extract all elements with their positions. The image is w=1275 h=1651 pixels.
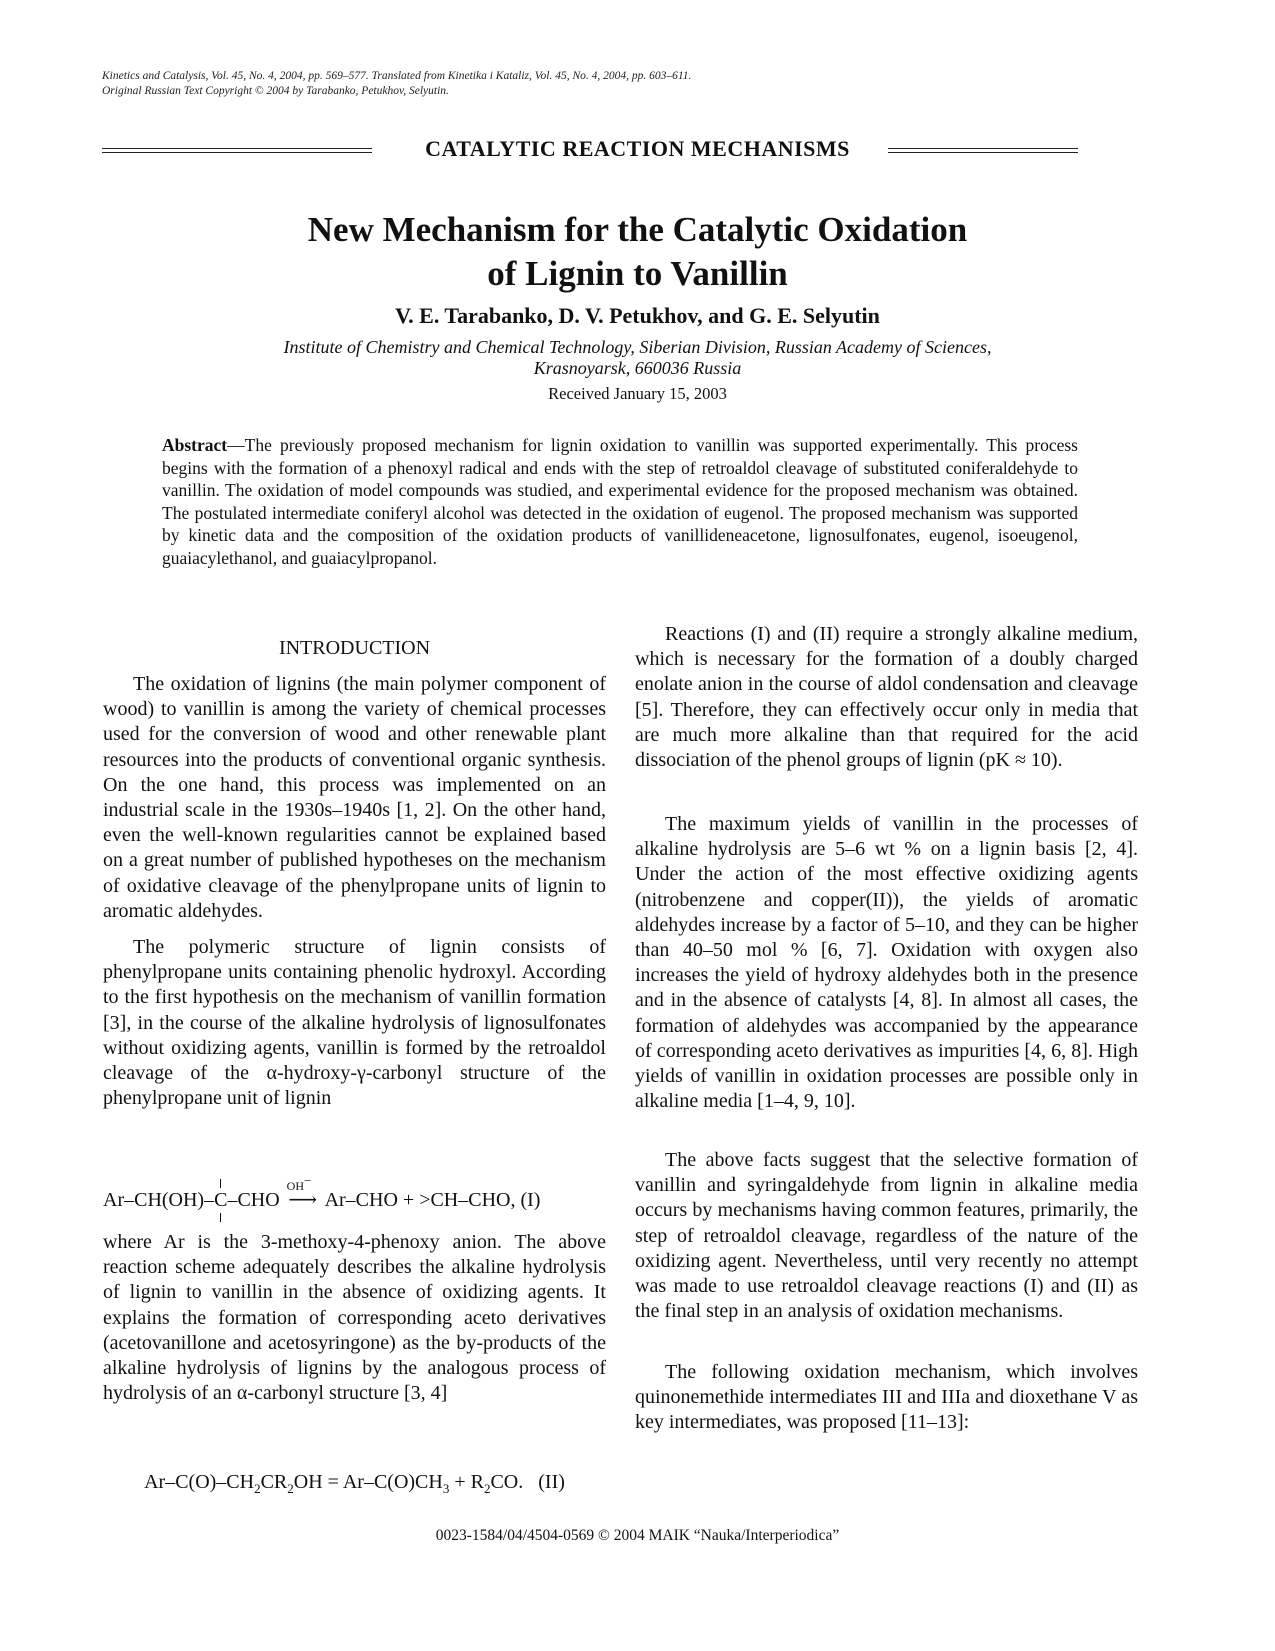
paragraph-text: The maximum yields of vanillin in the processes of alkaline hydrolysis are 5–6 wt % on a lignin basis [2, 4]. Under the action of the most effective oxidizing agents (nitrobenzene and copper(II)), the yields of aromatic aldehydes increase by a factor of 5–10, and they can be higher than 40–50 mol % [6, 7]. Oxidation with oxygen also increases the yield of hydroxy aldehydes both in the presence and in the absence of catalysts [4, 8]. In almost all cases, the formation of aldehydes was accompanied by the appearance of corresponding aceto derivatives as impurities [4, 6, 8]. High yields of vanillin in oxidation processes are possible only in alkaline media [1–4, 9, 10]. xyxy=(635,813,1138,1113)
paragraph-text: The oxidation of lignins (the main polymer component of wood) to vanillin is among the variety of chemical processes used for the conversion of wood and other renewable plant resources into the products of conventional organic synthesis. On the one hand, this process was implemented on an industrial scale in the 1930s–1940s [1, 2]. On the other hand, even the well-known regularities cannot be explained based on a great number of published hypotheses on the mechanism of oxidative cleavage of the phenylpropane units of lignin to aromatic aldehydes. xyxy=(103,673,606,922)
eq2-sub-d: 2 xyxy=(483,1481,491,1496)
paragraph-text: The following oxidation mechanism, which involves quinonemethide intermediates III and IIIa and dioxethane V as key intermediates, was proposed [11–13]: xyxy=(635,1361,1138,1434)
authors: V. E. Tarabanko, D. V. Petukhov, and G. E. Selyutin xyxy=(395,303,880,328)
eq2-part-d: + R xyxy=(449,1471,484,1493)
right-paragraph-1 xyxy=(635,622,1138,773)
abstract xyxy=(162,434,1078,569)
eq2-sub-a: 2 xyxy=(254,1481,261,1496)
equation-2 xyxy=(103,1471,606,1497)
left-paragraph-3 xyxy=(103,1230,606,1406)
affiliation-line-1: Institute of Chemistry and Chemical Technology, Siberian Division, Russian Academy of Sciences, xyxy=(283,337,992,357)
eq1-lhs-b: –CHO xyxy=(227,1189,280,1211)
abstract-text: —The previously proposed mechanism for lignin oxidation to vanillin was supported experimentally. This process begins with the formation of a phenoxyl radical and ends with the step of retroaldol cleavage of substituted coniferaldehyde to vanillin. The oxidation of model compounds was studied, and experimental evidence for the proposed mechanism was obtained. The postulated intermediate coniferyl alcohol was detected in the oxidation of eugenol. The proposed mechanism was supported by kinetic data and the composition of the oxidation products of vanillideneacetone, lignosulfonates, eugenol, isoeugenol, guaiacylethanol, and guaiacylpropanol. xyxy=(162,435,1078,568)
eq1-carbon-symbol: C xyxy=(214,1189,228,1211)
title-line-1: New Mechanism for the Catalytic Oxidation xyxy=(307,210,968,249)
affiliation-line-2: Krasnoyarsk, 660036 Russia xyxy=(533,358,742,378)
header-line-2: Original Russian Text Copyright © 2004 by Tarabanko, Petukhov, Selyutin. xyxy=(102,85,449,97)
paper-title xyxy=(0,208,1275,296)
left-paragraph-2 xyxy=(103,935,606,1111)
journal-header xyxy=(102,69,691,99)
right-paragraph-3 xyxy=(635,1148,1138,1324)
paragraph-text: The above facts suggest that the selective formation of vanillin and syringaldehyde from lignin in alkaline media occurs by mechanisms having common features, primarily, the step of retroaldol cleavage, regardless of the nature of the oxidizing agent. Nevertheless, until very recently no attempt was made to use retroaldol cleavage reactions (I) and (II) as the final step in an analysis of oxidation mechanisms. xyxy=(635,1149,1138,1323)
eq2-part-e: CO. xyxy=(490,1471,524,1493)
header-line-1: Kinetics and Catalysis, Vol. 45, No. 4, 2004, pp. 569–577. Translated from Kinetika i Kataliz, Vol. 45, No. 4, 2004, pp. 603–611. xyxy=(102,70,692,82)
affiliation xyxy=(0,337,1275,379)
eq1-carbon xyxy=(214,1189,227,1212)
eq2-part-b: CR xyxy=(260,1471,288,1493)
title-line-2: of Lignin to Vanillin xyxy=(487,254,788,293)
equation-1 xyxy=(103,1173,606,1212)
eq2-label: (II) xyxy=(538,1471,565,1493)
eq1-rhs: Ar–CHO + >CH–CHO, (I) xyxy=(324,1189,541,1211)
paragraph-text: The polymeric structure of lignin consists of phenylpropane units containing phenolic hydroxyl. According to the first hypothesis on the mechanism of vanillin formation [3], in the course of the alkaline hydrolysis of lignosulfonates without oxidizing agents, vanillin is formed by the retroaldol cleavage of the α-hydroxy-γ-carbonyl structure of the phenylpropane unit of lignin xyxy=(103,936,606,1110)
left-paragraph-1 xyxy=(103,672,606,924)
eq2-sub-b: 2 xyxy=(287,1481,294,1496)
paragraph-text: Reactions (I) and (II) require a strongly alkaline medium, which is necessary for the formation of a doubly charged enolate anion in the course of aldol condensation and cleavage [5]. Therefore, they can effectively occur only in media that are much more alkaline than that required for the acid dissociation of the phenol groups of lignin (pK ≈ 10). xyxy=(635,623,1138,772)
section-title-text: CATALYTIC REACTION MECHANISMS xyxy=(425,136,850,161)
right-paragraph-4 xyxy=(635,1360,1138,1436)
eq2-sub-c: 3 xyxy=(442,1481,450,1496)
eq1-condition-charge: − xyxy=(304,1173,312,1188)
eq1-lhs-a: Ar–CH(OH)– xyxy=(103,1189,215,1211)
eq1-arrow: OH− ⟶ xyxy=(286,1173,317,1211)
eq2-part-a: Ar–C(O)–CH xyxy=(144,1471,255,1493)
section-title xyxy=(0,136,1275,162)
abstract-label: Abstract xyxy=(162,435,228,455)
eq2-part-c: OH = Ar–C(O)CH xyxy=(293,1471,443,1493)
received-date: Received January 15, 2003 xyxy=(548,384,727,403)
page-footer: 0023-1584/04/4504-0569 © 2004 MAIK “Nauka/Interperiodica” xyxy=(435,1527,840,1544)
introduction-heading: INTRODUCTION xyxy=(278,637,431,659)
right-paragraph-2 xyxy=(635,812,1138,1114)
paragraph-text: where Ar is the 3-methoxy-4-phenoxy anion. The above reaction scheme adequately describes the alkaline hydrolysis of lignin to vanillin in the absence of oxidizing agents. It explains the formation of corresponding aceto derivatives (acetovanillone and acetosyringone) as the by-products of the alkaline hydrolysis of lignins by the analogous process of hydrolysis of an α-carbonyl structure [3, 4] xyxy=(103,1231,606,1405)
eq1-condition: OH xyxy=(286,1179,305,1193)
